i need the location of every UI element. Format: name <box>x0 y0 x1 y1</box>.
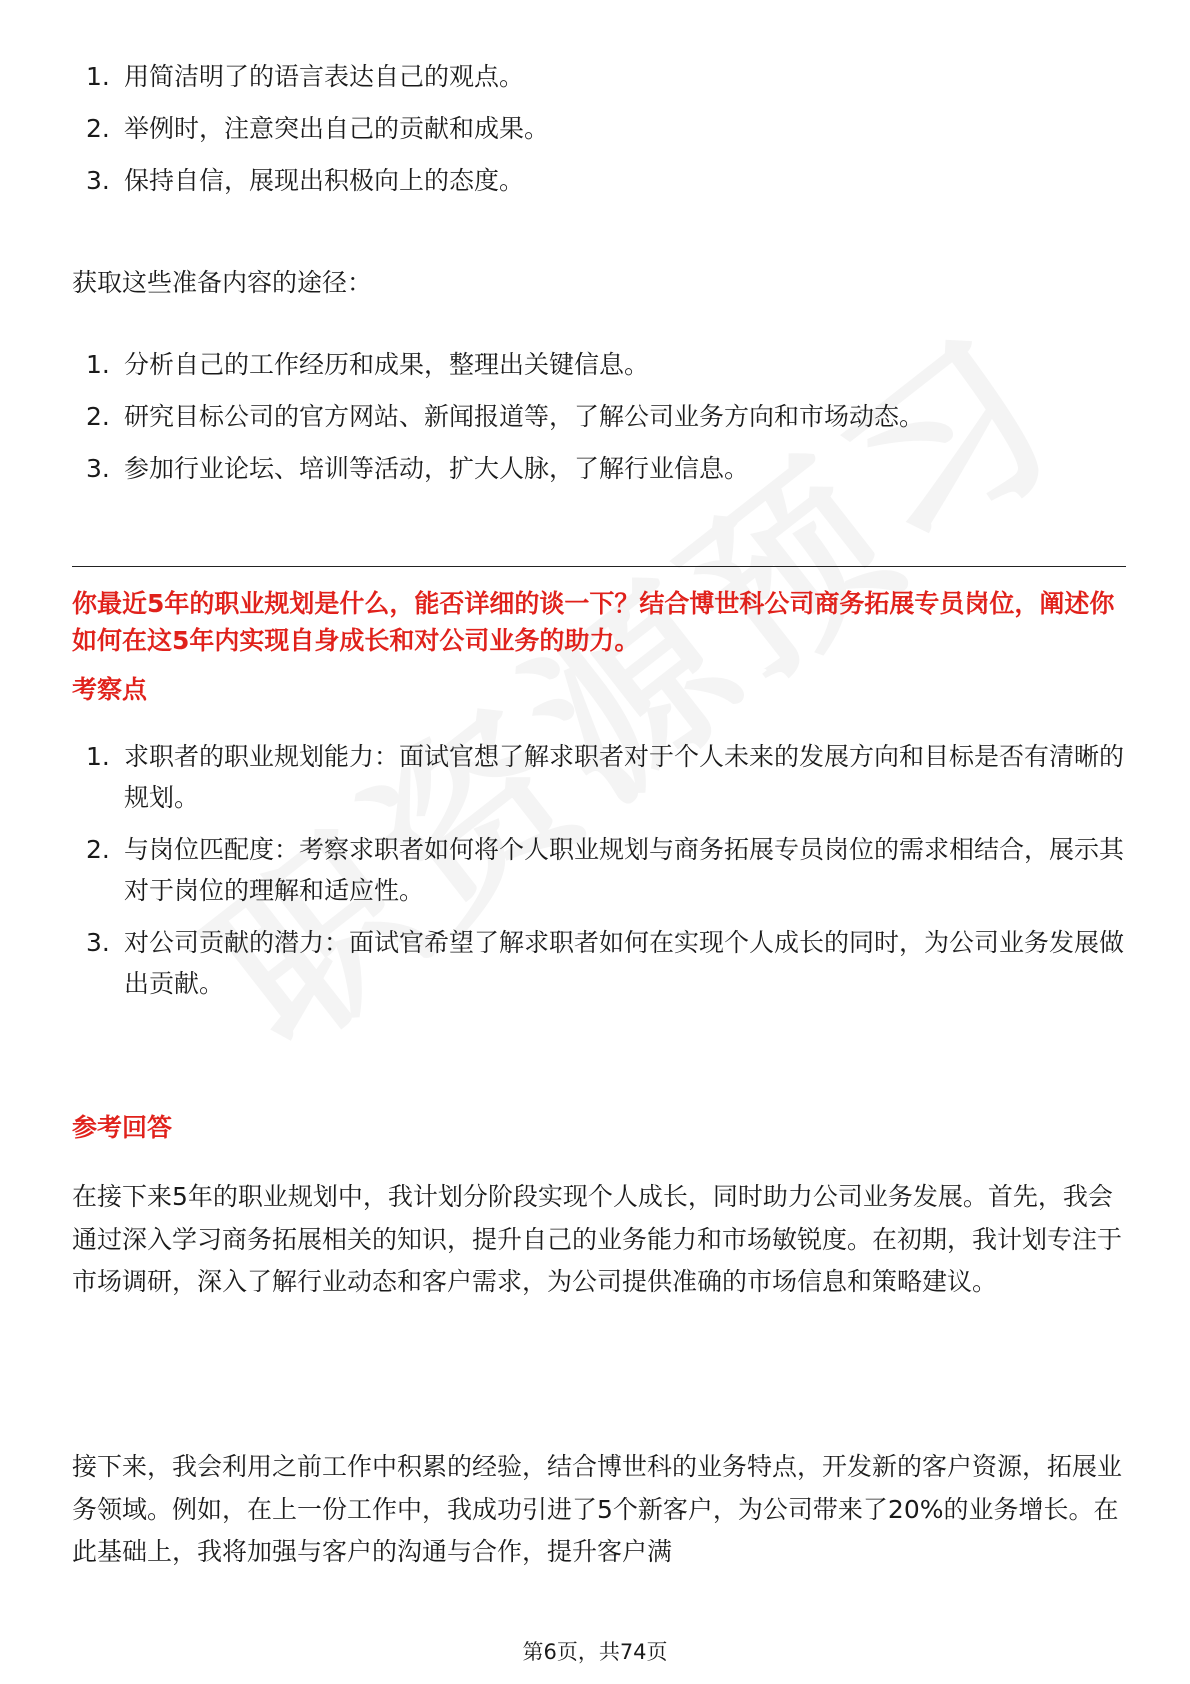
assessment-list <box>72 736 1132 1015</box>
list-item-text: 对公司贡献的潜力：面试官希望了解求职者如何在实现个人成长的同时，为公司业务发展做出贡献。 <box>124 928 1125 998</box>
list-item-text: 用简洁明了的语言表达自己的观点。 <box>124 62 525 91</box>
list-number: 2. <box>86 402 110 431</box>
page-footer: 第6页，共74页 <box>522 1640 668 1664</box>
list-item <box>72 160 1132 201</box>
list-number: 1. <box>86 742 110 771</box>
list-number: 3. <box>86 454 110 483</box>
list-item <box>72 736 1132 818</box>
list-item-text: 与岗位匹配度：考察求职者如何将个人职业规划与商务拓展专员岗位的需求相结合，展示其对于岗位的理解和适应性。 <box>124 835 1125 905</box>
list-item <box>72 396 1132 437</box>
section-divider <box>72 566 1126 567</box>
answer-paragraph: 在接下来5年的职业规划中，我计划分阶段实现个人成长，同时助力公司业务发展。首先，我会通过深入学习商务拓展相关的知识，提升自己的业务能力和市场敏锐度。在初期，我计划专注于市场调研，深入了解行业动态和客户需求，为公司提供准确的市场信息和策略建议。 <box>72 1182 1123 1296</box>
answer-paragraph: 接下来，我会利用之前工作中积累的经验，结合博世科的业务特点，开发新的客户资源，拓展业务领域。例如，在上一份工作中，我成功引进了5个新客户，为公司带来了20%的业务增长。在此基础上，我将加强与客户的沟通与合作，提升客户满 <box>72 1452 1123 1566</box>
list-item-text: 求职者的职业规划能力：面试官想了解求职者对于个人未来的发展方向和目标是否有清晰的规划。 <box>124 742 1125 812</box>
interview-question: 你最近5年的职业规划是什么，能否详细的谈一下？结合博世科公司商务拓展专员岗位，阐述你如何在这5年内实现自身成长和对公司业务的助力。 <box>72 589 1115 655</box>
list-item-text: 参加行业论坛、培训等活动，扩大人脉，了解行业信息。 <box>124 454 750 483</box>
list-number: 2. <box>86 835 110 864</box>
list-item <box>72 922 1132 1004</box>
tips-list <box>72 56 1132 212</box>
list-item <box>72 448 1132 489</box>
list-item <box>72 56 1132 97</box>
list-item <box>72 344 1132 385</box>
list-item-text: 研究目标公司的官方网站、新闻报道等，了解公司业务方向和市场动态。 <box>124 402 925 431</box>
list-number: 2. <box>86 114 110 143</box>
list-number: 1. <box>86 350 110 379</box>
list-item <box>72 108 1132 149</box>
list-item-text: 分析自己的工作经历和成果，整理出关键信息。 <box>124 350 650 379</box>
assessment-label: 考察点 <box>72 675 148 704</box>
list-item <box>72 829 1132 911</box>
sources-heading: 获取这些准备内容的途径： <box>72 268 373 297</box>
list-number: 3. <box>86 166 110 195</box>
sources-list <box>72 344 1132 500</box>
answer-label: 参考回答 <box>72 1113 173 1142</box>
list-number: 3. <box>86 928 110 957</box>
list-item-text: 举例时，注意突出自己的贡献和成果。 <box>124 114 550 143</box>
list-number: 1. <box>86 62 110 91</box>
list-item-text: 保持自信，展现出积极向上的态度。 <box>124 166 525 195</box>
